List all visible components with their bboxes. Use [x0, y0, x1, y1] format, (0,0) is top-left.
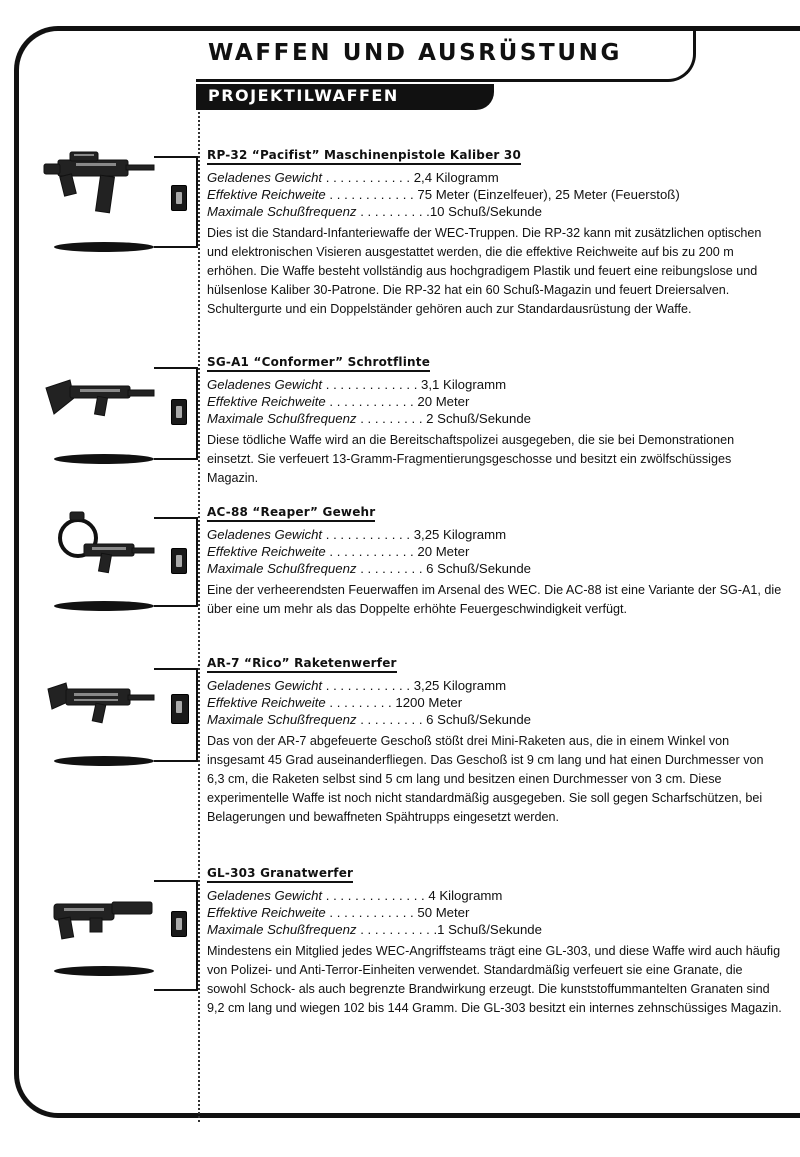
stat-weight: [207, 677, 782, 694]
stat-label: Geladenes Gewicht: [207, 888, 323, 903]
magazine-icon: [171, 548, 187, 574]
stat-value: 6 Schuß/Sekunde: [426, 712, 531, 727]
weapon-description: Eine der verheerendsten Feuerwaffen im Arsenal des WEC. Die AC-88 ist eine Variante der SG-A1, die über eine um mehr als das Doppelte erhöhte Feuergeschwindigkeit verfügt.: [207, 583, 782, 616]
platform-shadow: [54, 966, 154, 976]
stat-label: Effektive Reichweite: [207, 544, 326, 559]
stat-label: Maximale Schußfrequenz: [207, 561, 357, 576]
weapon-title: RP-32 “Pacifist” Maschinenpistole Kaliber 30: [207, 148, 521, 165]
stat-dots: . . . . . . . . .: [356, 411, 427, 426]
platform-shadow: [54, 756, 154, 766]
stat-value: 10 Schuß/Sekunde: [429, 204, 542, 219]
magazine-icon: [171, 399, 187, 425]
stat-value: 20 Meter: [417, 544, 470, 559]
weapon-description: Das von der AR-7 abgefeuerte Geschoß stößt drei Mini-Raketen aus, die in einem Winkel von insgesamt 45 Grad auseinanderfliegen. Das Geschoß ist 9 cm lang und hat einen Durchmesser von 6,3 cm, die Raketen selbst sind 5 cm lang und besitzen einen Durchmesser von 3 cm. Diese experimentelle Waffe ist noch nicht standardmäßig ausgegeben. Sie soll gegen Scharfschützen, bei Belagerungen und bewaffneten Spähtrupps eingesetzt werden.: [207, 734, 764, 824]
stat-value: 3,25 Kilogramm: [413, 527, 507, 542]
stat-range: [207, 543, 782, 560]
stat-rate: [207, 560, 782, 577]
stat-range: [207, 186, 782, 203]
weapon-entry-sga1: [207, 353, 782, 488]
stat-weight: [207, 376, 782, 393]
weapon-entry-gl303: [207, 864, 782, 1018]
rocket-launcher-icon: [40, 675, 160, 755]
magazine-icon: [171, 185, 187, 211]
weapon-entry-ac88: [207, 503, 782, 619]
weapon-entry-ar7: [207, 654, 782, 827]
stat-dots: . . . . . . . . . . .: [356, 922, 438, 937]
stat-dots: . . . . . . . . . . . .: [322, 170, 414, 185]
stat-dots: . . . . . . . . . . . .: [325, 544, 418, 559]
stat-value: 75 Meter (Einzelfeuer), 25 Meter (Feuerstoß): [417, 187, 680, 202]
stat-label: Maximale Schußfrequenz: [207, 712, 357, 727]
grenade-launcher-icon: [40, 888, 160, 968]
platform-shadow: [54, 242, 154, 252]
stat-dots: . . . . . . . . . . . . . .: [322, 888, 429, 903]
stat-weight: [207, 526, 782, 543]
stat-range: [207, 393, 782, 410]
stat-rate: [207, 410, 782, 427]
weapon-description: Mindestens ein Mitglied jedes WEC-Angriffsteams trägt eine GL-303, und diese Waffe wird auch häufig von Polizei- und Anti-Terror-Einheiten verwendet. Standardmäßig verfeuert sie eine Granate, die sowohl Schock- als auch begrenzte Brandwirkung erzeugt. Die kunststoffummantelten Granaten sind 9,2 cm lang und wiegen 102 bis 144 Gramm. Die GL-303 besitzt ein internes zehnschüssiges Magazin.: [207, 944, 782, 1015]
stat-label: Geladenes Gewicht: [207, 170, 323, 185]
weapon-title: GL-303 Granatwerfer: [207, 866, 353, 883]
weapon-entry-rp32: [207, 146, 782, 319]
stat-value: 2 Schuß/Sekunde: [426, 411, 531, 426]
platform-shadow: [54, 454, 154, 464]
stat-label: Effektive Reichweite: [207, 695, 326, 710]
stat-label: Geladenes Gewicht: [207, 527, 323, 542]
stat-dots: . . . . . . . . .: [356, 712, 427, 727]
drum-rifle-icon: [40, 508, 160, 588]
stat-label: Geladenes Gewicht: [207, 678, 323, 693]
stat-weight: [207, 887, 782, 904]
section-title: PROJEKTILWAFFEN: [208, 86, 399, 105]
stat-value: 6 Schuß/Sekunde: [426, 561, 531, 576]
weapon-title: SG-A1 “Conformer” Schrotflinte: [207, 355, 430, 372]
stat-dots: . . . . . . . . . . . .: [325, 905, 418, 920]
magazine-icon: [171, 911, 187, 937]
dotted-divider: [198, 112, 200, 1122]
stat-rate: [207, 711, 782, 728]
stat-weight: [207, 169, 782, 186]
page-title: WAFFEN UND AUSRÜSTUNG: [208, 40, 622, 66]
stat-label: Effektive Reichweite: [207, 187, 326, 202]
stat-label: Maximale Schußfrequenz: [207, 411, 357, 426]
weapon-description: Dies ist die Standard-Infanteriewaffe der WEC-Truppen. Die RP-32 kann mit zusätzlichen optischen und elektronischen Visieren ausgestattet werden, die die effektive Reichweite auf bis zu 200 m erhöhen. Die Waffe besteht vollständig aus hochgradigem Plastik und feuert eine reibungslose und hülsenlose Kaliber 30-Patrone. Die RP-32 hat ein 60 Schuß-Magazin und feuert Dreiersalven. Schultergurte und ein Doppelständer gehören auch zur Standardausrüstung der Waffe.: [207, 226, 762, 316]
stat-label: Effektive Reichweite: [207, 394, 326, 409]
platform-shadow: [54, 601, 154, 611]
stat-value: 4 Kilogramm: [428, 888, 503, 903]
stat-dots: . . . . . . . . . .: [356, 204, 430, 219]
stat-range: [207, 694, 782, 711]
stat-dots: . . . . . . . . . . . .: [325, 394, 418, 409]
stat-range: [207, 904, 782, 921]
stat-dots: . . . . . . . . . . . . .: [322, 377, 422, 392]
stat-label: Maximale Schußfrequenz: [207, 922, 357, 937]
stat-value: 50 Meter: [417, 905, 470, 920]
stat-dots: . . . . . . . . . . . .: [322, 678, 414, 693]
stat-dots: . . . . . . . . . . . .: [322, 527, 414, 542]
stat-value: 3,1 Kilogramm: [421, 377, 507, 392]
stat-label: Geladenes Gewicht: [207, 377, 323, 392]
stat-rate: [207, 203, 782, 220]
weapon-title: AR-7 “Rico” Raketenwerfer: [207, 656, 397, 673]
weapon-description: Diese tödliche Waffe wird an die Bereitschaftspolizei ausgegeben, die sie bei Demonstrationen einsetzt. Sie verfeuert 13-Gramm-Fragmentierungsgeschosse und besitzt ein zwölfschüssiges Magazin.: [207, 433, 735, 485]
stat-label: Effektive Reichweite: [207, 905, 326, 920]
stat-value: 2,4 Kilogramm: [413, 170, 499, 185]
weapon-title: AC-88 “Reaper” Gewehr: [207, 505, 375, 522]
shotgun-icon: [40, 370, 160, 450]
stat-rate: [207, 921, 782, 938]
magazine-icon: [171, 694, 189, 724]
stat-dots: . . . . . . . . . . . .: [325, 187, 418, 202]
stat-dots: . . . . . . . . .: [325, 695, 396, 710]
stat-value: 20 Meter: [417, 394, 470, 409]
stat-label: Maximale Schußfrequenz: [207, 204, 357, 219]
stat-value: 1 Schuß/Sekunde: [437, 922, 542, 937]
stat-value: 1200 Meter: [395, 695, 463, 710]
rifle-icon: [40, 148, 160, 228]
stat-value: 3,25 Kilogramm: [413, 678, 507, 693]
stat-dots: . . . . . . . . .: [356, 561, 427, 576]
